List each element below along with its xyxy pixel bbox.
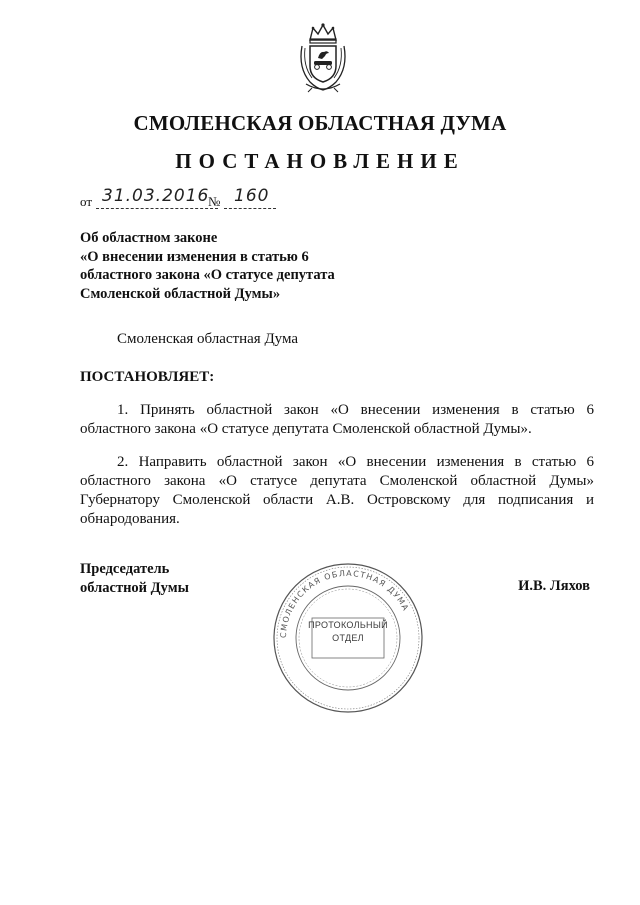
smolensk-coat-of-arms-icon <box>296 22 350 94</box>
document-type-title: ПОСТАНОВЛЕНИЕ <box>175 149 465 173</box>
subject-line: областного закона «О статусе депутата <box>80 267 335 283</box>
signatory-name: И.В. Ляхов <box>518 578 590 594</box>
subject-line: Смоленской областной Думы» <box>80 285 281 302</box>
number-prefix: № <box>208 194 221 209</box>
resolves-heading: ПОСТАНОВЛЯЕТ: <box>80 369 215 385</box>
stamp-center-text <box>308 619 388 645</box>
subject-line: «О внесении изменения в статью 6 <box>80 248 309 265</box>
date-underline <box>96 208 218 209</box>
handwritten-number: 160 <box>234 186 270 206</box>
stamp-center-line: ПРОТОКОЛЬНЫЙ <box>308 620 388 630</box>
date-prefix: от <box>80 194 93 209</box>
resolution-paragraph-2: 2. Направить областной закон «О внесении изменения в статью 6 областного закона «О статусе депутата Смоленской областной Думы» Губернатору Смоленской области А.В. Островскому для подписания и обнародования. <box>80 454 594 527</box>
signatory-title <box>80 560 189 598</box>
handwritten-date: 31.03.2016 <box>102 186 210 206</box>
subject-line: Об областном законе <box>80 230 218 246</box>
issuer-text: Смоленская областная Дума <box>117 331 299 347</box>
stamp-ring-text: СМОЛЕНСКАЯ ОБЛАСТНАЯ ДУМА <box>278 568 411 639</box>
signatory-title-line: областной Думы <box>80 580 189 596</box>
signatory-title-line: Председатель <box>80 561 170 577</box>
document-subject <box>80 229 420 303</box>
number-underline <box>224 208 276 209</box>
resolution-paragraph-1: 1. Принять областной закон «О внесении изменения в статью 6 областного закона «О статусе депутата Смоленской областной Думы». <box>80 402 594 437</box>
stamp-center-line: ОТДЕЛ <box>332 633 364 643</box>
organization-title: СМОЛЕНСКАЯ ОБЛАСТНАЯ ДУМА <box>133 111 507 135</box>
